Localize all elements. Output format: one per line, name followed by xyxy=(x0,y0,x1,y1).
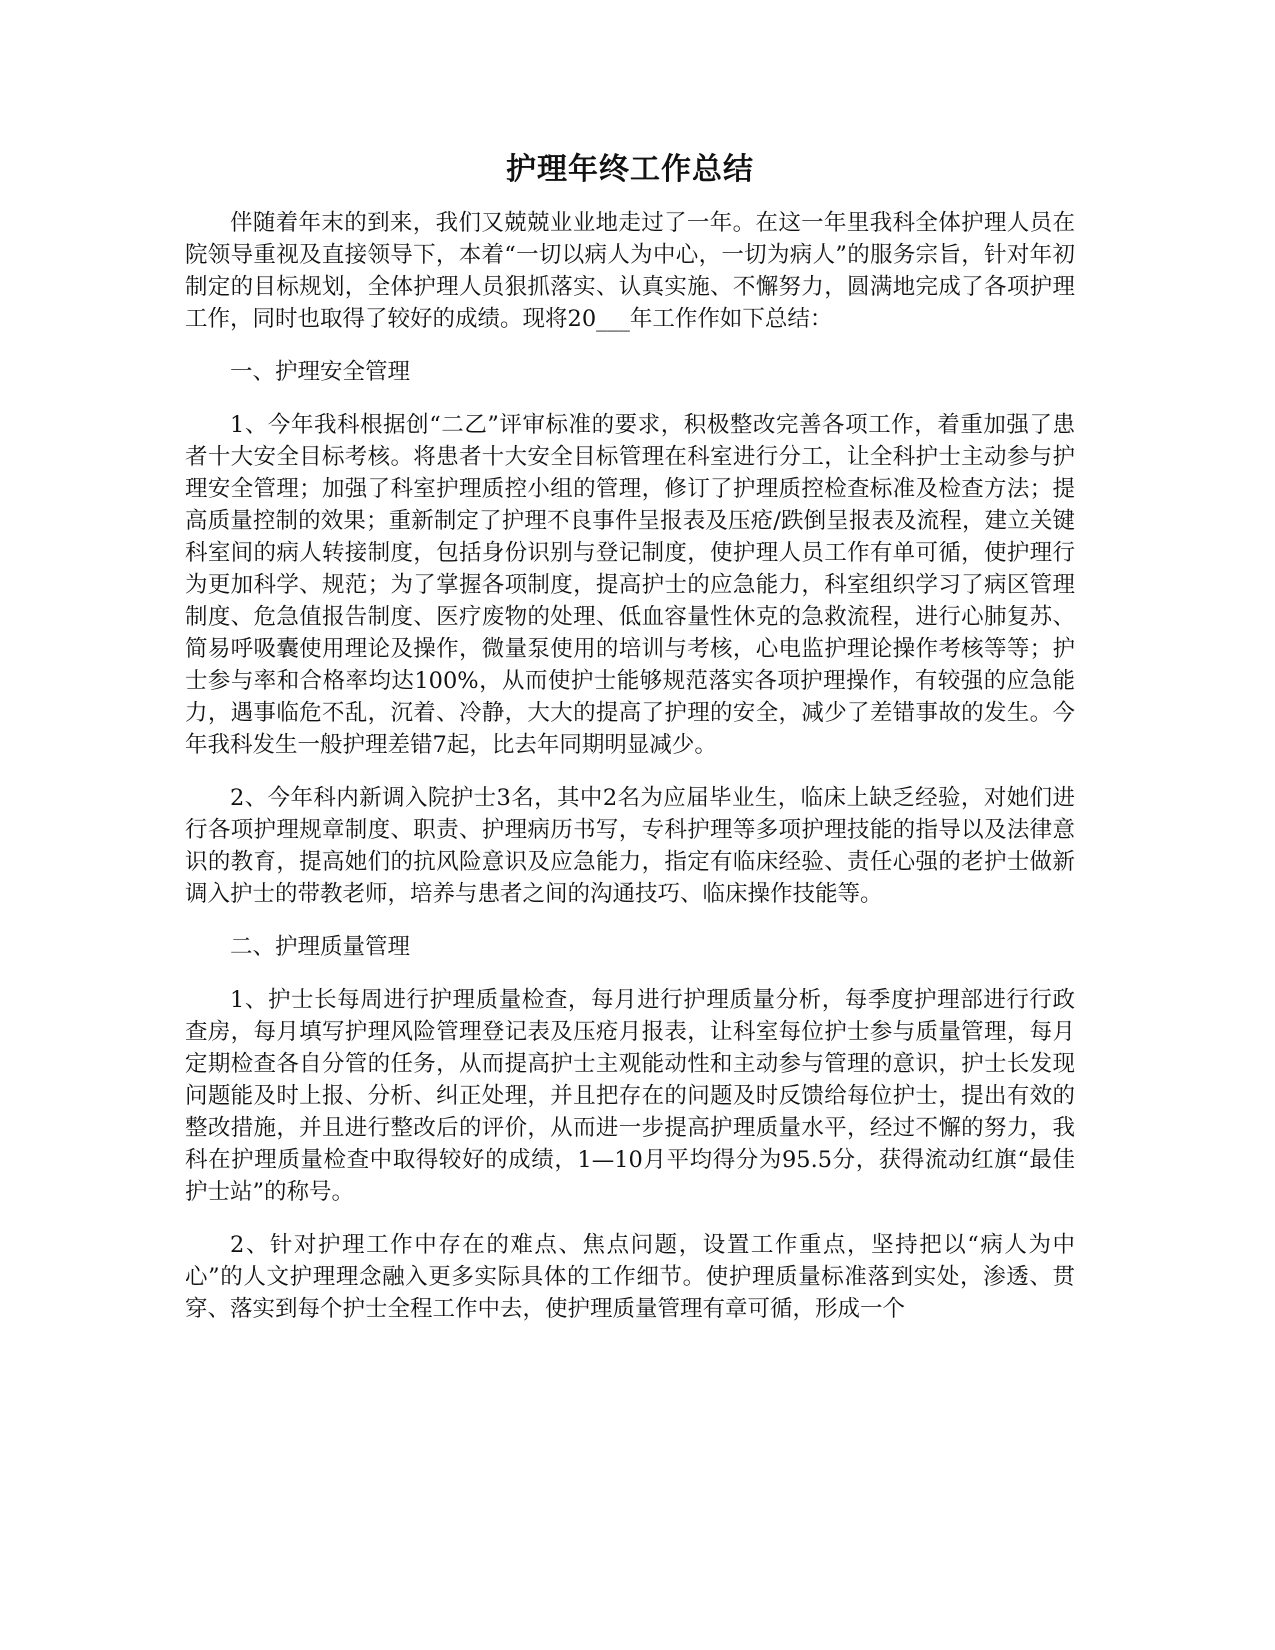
intro-paragraph: 伴随着年末的到来，我们又兢兢业业地走过了一年。在这一年里我科全体护理人员在院领导重视及直接领导下，本着“一切以病人为中心，一切为病人”的服务宗旨，针对年初制定的目标规划，全体护理人员狠抓落实、认真实施、不懈努力，圆满地完成了各项护理工作，同时也取得了较好的成绩。现将20___年工作作如下总结： xyxy=(185,210,1075,332)
document-page xyxy=(185,0,1075,1650)
document-title: 护理年终工作总结 xyxy=(506,152,754,187)
section-heading-safety: 一、护理安全管理 xyxy=(230,359,411,385)
safety-paragraph-1: 1、今年我科根据创“二乙”评审标准的要求，积极整改完善各项工作，着重加强了患者十大安全目标考核。将患者十大安全目标管理在科室进行分工，让全科护士主动参与护理安全管理；加强了科室护理质控小组的管理，修订了护理质控检查标准及检查方法；提高质量控制的效果；重新制定了护理不良事件呈报表及压疮/跌倒呈报表及流程，建立关键科室间的病人转接制度，包括身份识别与登记制度，使护理人员工作有单可循，使护理行为更加科学、规范；为了掌握各项制度，提高护士的应急能力，科室组织学习了病区管理制度、危急值报告制度、医疗废物的处理、低血容量性休克的急救流程，进行心肺复苏、简易呼吸囊使用理论及操作，微量泵使用的培训与考核，心电监护理论操作考核等等；护士参与率和合格率均达100%，从而使护士能够规范落实各项护理操作，有较强的应急能力，遇事临危不乱，沉着、冷静，大大的提高了护理的安全，减少了差错事故的发生。今年我科发生一般护理差错7起，比去年同期明显减少。 xyxy=(185,412,1075,758)
quality-paragraph-1: 1、护士长每周进行护理质量检查，每月进行护理质量分析，每季度护理部进行行政查房，每月填写护理风险管理登记表及压疮月报表，让科室每位护士参与质量管理，每月定期检查各自分管的任务，从而提高护士主观能动性和主动参与管理的意识，护士长发现问题能及时上报、分析、纠正处理，并且把存在的问题及时反馈给每位护士，提出有效的整改措施，并且进行整改后的评价，从而进一步提高护理质量水平，经过不懈的努力，我科在护理质量检查中取得较好的成绩，1—10月平均得分为95.5分，获得流动红旗“最佳护士站”的称号。 xyxy=(185,987,1075,1205)
quality-paragraph-2: 2、针对护理工作中存在的难点、焦点问题，设置工作重点，坚持把以“病人为中心”的人文护理理念融入更多实际具体的工作细节。使护理质量标准落到实处，渗透、贯穿、落实到每个护士全程工作中去，使护理质量管理有章可循，形成一个 xyxy=(185,1232,1075,1322)
section-heading-quality: 二、护理质量管理 xyxy=(230,934,411,960)
document-body xyxy=(185,207,1075,1346)
safety-paragraph-2: 2、今年科内新调入院护士3名，其中2名为应届毕业生，临床上缺乏经验，对她们进行各项护理规章制度、职责、护理病历书写，专科护理等多项护理技能的指导以及法律意识的教育，提高她们的抗风险意识及应急能力，指定有临床经验、责任心强的老护士做新调入护士的带教老师，培养与患者之间的沟通技巧、临床操作技能等。 xyxy=(185,785,1075,907)
